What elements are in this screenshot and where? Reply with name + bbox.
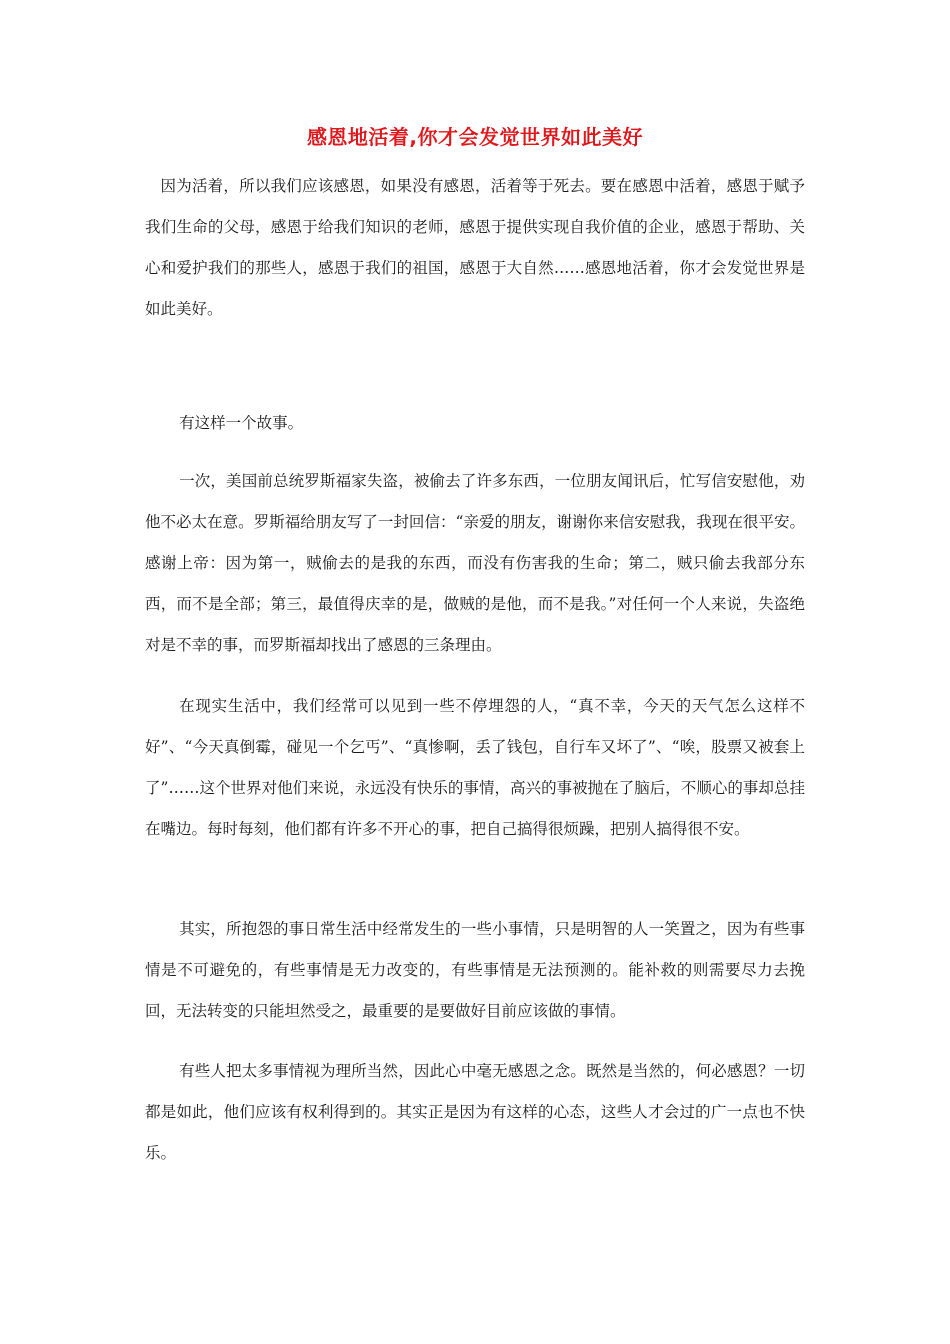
paragraph-complainers: 在现实生活中，我们经常可以见到一些不停埋怨的人，“真不幸，今天的天气怎么这样不好”、“今天真倒霉，碰见一个乞丐”、“真惨啊，丢了钱包，自行车又坏了”、“唉，股票又被套上了”……这个世界对他们来说，永远没有快乐的事情，高兴的事被抛在了脑后，不顺心的事却总挂在嘴边。每时每刻，他们都有许多不开心的事，把自己搞得很烦躁，把别人搞得很不安。 bbox=[145, 697, 805, 838]
paragraph-wise-people: 其实，所抱怨的事日常生活中经常发生的一些小事情，只是明智的人一笑置之，因为有些事情是不可避免的，有些事情是无力改变的，有些事情是无法预测的。能补救的则需要尽力去挽回，无法转变的只能坦然受之，最重要的是要做好目前应该做的事情。 bbox=[145, 920, 805, 1020]
paragraph-intro: 因为活着，所以我们应该感恩，如果没有感恩，活着等于死去。要在感恩中活着，感恩于赋予我们生命的父母，感恩于给我们知识的老师，感恩于提供实现自我价值的企业，感恩于帮助、关心和爱护我们的那些人，感恩于我们的祖国，感恩于大自然……感恩地活着，你才会发觉世界是如此美好。 bbox=[145, 177, 805, 318]
paragraph-take-for-granted: 有些人把太多事情视为理所当然，因此心中毫无感恩之念。既然是当然的，何必感恩？一切都是如此，他们应该有权利得到的。其实正是因为有这样的心态，这些人才会过的广一点也不快乐。 bbox=[145, 1062, 805, 1162]
paragraph-roosevelt-story: 一次，美国前总统罗斯福家失盗，被偷去了许多东西，一位朋友闻讯后，忙写信安慰他，劝他不必太在意。罗斯福给朋友写了一封回信：“亲爱的朋友，谢谢你来信安慰我，我现在很平安。感谢上帝：因为第一，贼偷去的是我的东西，而没有伤害我的生命；第二，贼只偷去我部分东西，而不是全部；第三，最值得庆幸的是，做贼的是他，而不是我。”对任何一个人来说，失盗绝对是不幸的事，而罗斯福却找出了感恩的三条理由。 bbox=[145, 472, 805, 654]
paragraph-story-intro: 有这样一个故事。 bbox=[179, 414, 304, 432]
document-title: 感恩地活着,你才会发觉世界如此美好 bbox=[306, 125, 644, 149]
